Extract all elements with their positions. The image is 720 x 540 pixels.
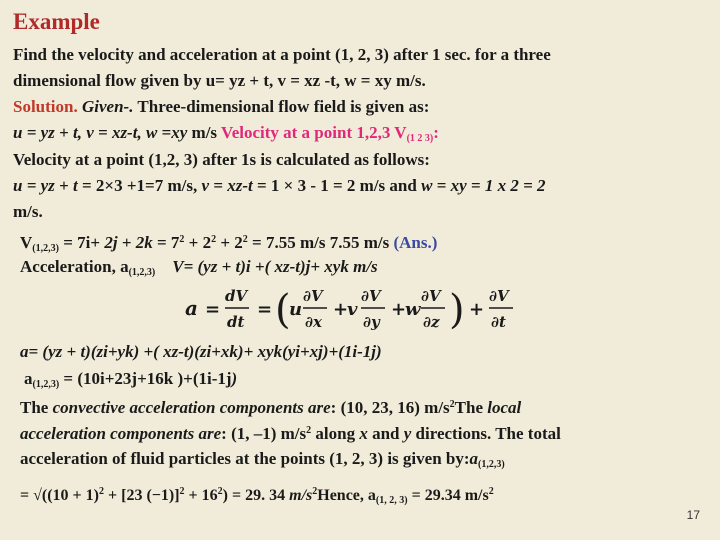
flow-field-equations: u = yz + t, v = xz-t, w =xy xyxy=(13,123,188,142)
acceleration-formula xyxy=(185,283,525,335)
formula-dt: dt xyxy=(227,313,245,331)
v-symbol: V xyxy=(20,233,33,252)
velocity-intro-line: Velocity at a point (1,2, 3) after 1s is calculated as follows: xyxy=(13,150,430,169)
total-line xyxy=(20,449,505,475)
final-line xyxy=(20,482,494,511)
problem-line-1: Find the velocity and acceleration at a point (1, 2, 3) after 1 sec. for a three xyxy=(13,45,551,64)
velocity-point-text: Velocity at a point 1,2,3 V xyxy=(220,123,407,142)
formula-pv-1: ∂V xyxy=(303,287,323,305)
local-and: and xyxy=(372,424,400,443)
acceleration-result-line xyxy=(24,369,237,395)
total-text: acceleration of fluid particles at the points (1, 2, 3) is given by: xyxy=(20,449,470,468)
local-components-label: acceleration components are xyxy=(20,424,222,443)
local-x: x xyxy=(359,424,368,443)
velocity-point-label xyxy=(221,123,439,142)
velocity-point-subscript: (1 2 3) xyxy=(406,133,434,144)
a-symbol: a xyxy=(24,369,33,388)
velocity-unit-line: m/s. xyxy=(13,202,43,221)
convective-the: The xyxy=(20,398,49,417)
velocity-result-line xyxy=(20,230,437,259)
sq-1: 2 xyxy=(179,234,185,245)
final-bracket: + [23 (−1)] xyxy=(108,487,180,504)
solution-label: Solution. xyxy=(13,97,78,116)
final-sq-3: 2 xyxy=(217,486,223,497)
v-subscript: (1,2,3) xyxy=(32,243,59,254)
slide-title: Example xyxy=(13,9,100,34)
local-values: : (1, –1) m/s xyxy=(221,424,307,443)
formula-plus-2: + xyxy=(391,299,407,320)
final-sup-2: 2 xyxy=(488,486,494,497)
local-directions: directions. The total xyxy=(415,424,561,443)
problem-line-2: dimensional flow given by u= yz + t, v = xz -t, w = xy m/s. xyxy=(13,71,426,90)
local-the: The xyxy=(454,398,483,417)
convective-values: : (10, 23, 16) m/s xyxy=(330,398,450,417)
acceleration-label: Acceleration, a xyxy=(20,257,129,276)
total-sub: (1,2,3) xyxy=(478,459,505,470)
final-sqrt: = √((10 + 1) xyxy=(20,487,99,504)
formula-u: u xyxy=(289,299,303,320)
formula-lparen: ( xyxy=(275,287,291,333)
formula-pt: ∂t xyxy=(491,313,506,331)
formula-px: ∂x xyxy=(305,313,322,331)
flow-field-line xyxy=(13,123,439,149)
final-unit: m/s xyxy=(289,487,313,504)
final-sq-2: 2 xyxy=(179,486,185,497)
final-sq-1: 2 xyxy=(99,486,104,497)
local-sup: 2 xyxy=(306,425,312,436)
acceleration-expansion-line: a= (yz + t)(zi+yk) +( xz-t)(zi+xk)+ xyk(yi+xj)+(1i-1j) xyxy=(20,342,382,361)
formula-py: ∂y xyxy=(363,313,380,331)
formula-plus-3: + xyxy=(469,299,485,320)
convective-label: convective acceleration components are xyxy=(52,398,331,417)
velocity-point-colon: : xyxy=(433,123,439,142)
v-mag-1: = 7 xyxy=(156,233,180,252)
answer-label: (Ans.) xyxy=(393,233,438,252)
sq-3: 2 xyxy=(242,234,248,245)
local-line xyxy=(20,421,561,444)
local-y: y xyxy=(403,424,412,443)
a-result: = (10i+23j+16k )+(1i-1j xyxy=(63,369,232,388)
formula-plus-1: + xyxy=(333,299,349,320)
convective-line xyxy=(20,395,521,418)
total-a: a xyxy=(469,449,479,468)
formula-dv: dV xyxy=(225,287,248,305)
formula-pv-3: ∂V xyxy=(421,287,441,305)
formula-eq-2: = xyxy=(257,299,273,320)
formula-v: v xyxy=(347,299,358,320)
formula-pv-2: ∂V xyxy=(361,287,381,305)
formula-pz: ∂z xyxy=(423,313,440,331)
final-result: = 29.34 m/s xyxy=(411,487,489,504)
formula-pv-4: ∂V xyxy=(489,287,509,305)
v-jk: 2j + 2k xyxy=(104,233,153,252)
v-expression: v = xz-t xyxy=(201,176,253,195)
flow-field-unit: m/s xyxy=(191,123,218,142)
formula-lhs: a xyxy=(185,296,198,320)
velocity-vector: V= (yz + t)i +( xz-t)j+ xyk m/s xyxy=(172,257,378,276)
v-eq: = 7i+ xyxy=(63,233,101,252)
final-16: + 16 xyxy=(188,487,218,504)
formula-w: w xyxy=(405,299,421,320)
v-mag-result: = 7.55 m/s 7.55 m/s xyxy=(252,233,390,252)
convective-sup: 2 xyxy=(449,399,455,410)
w-expression: w = xy = 1 x 2 = 2 xyxy=(421,176,546,195)
given-label: Given-. xyxy=(81,97,134,116)
sq-2: 2 xyxy=(211,234,217,245)
u-expression: u = yz + t xyxy=(13,176,78,195)
a-result-end: ) xyxy=(231,369,238,388)
formula-rparen: ) xyxy=(449,287,465,333)
acceleration-subscript: (1,2,3) xyxy=(128,267,156,278)
page-number: 17 xyxy=(686,508,700,522)
local-along: along xyxy=(315,424,356,443)
v-mag-2: + 2 xyxy=(188,233,212,252)
solution-text: Three-dimensional flow field is given as: xyxy=(137,97,430,116)
final-hence: Hence, a xyxy=(317,487,376,504)
final-sup: 2 xyxy=(312,486,318,497)
solution-line xyxy=(13,97,429,117)
formula-eq-1: = xyxy=(205,299,221,320)
v-value: = 1 × 3 - 1 = 2 m/s and xyxy=(256,176,417,195)
u-value: = 2×3 +1=7 m/s, xyxy=(81,176,198,195)
local-label: local xyxy=(487,398,522,417)
final-sub: (1, 2, 3) xyxy=(375,495,408,506)
v-mag-3: + 2 xyxy=(220,233,243,252)
final-value: ) = 29. 34 xyxy=(222,487,286,504)
velocity-components-line xyxy=(13,176,546,196)
a-subscript: (1,2,3) xyxy=(32,379,60,390)
acceleration-line xyxy=(20,257,378,283)
